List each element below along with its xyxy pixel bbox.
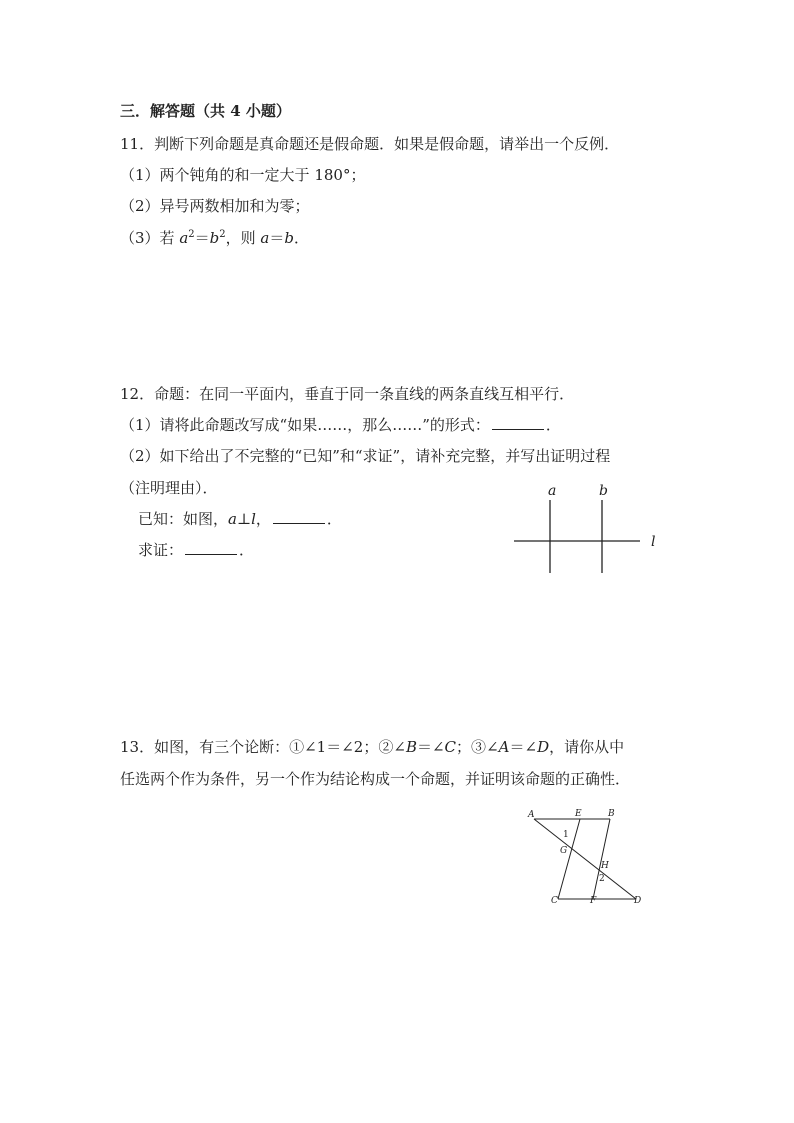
var-l: l: [251, 510, 256, 528]
equals: ＝: [194, 229, 210, 247]
var-A: A: [498, 738, 510, 756]
exponent: 2: [219, 229, 226, 240]
label-A: A: [528, 810, 535, 820]
prove-label: 求证：: [138, 541, 184, 559]
q13-figure: [520, 804, 650, 906]
perp-symbol: ⊥: [236, 510, 252, 528]
q11-part1: （1）两个钝角的和一定大于 180°；: [120, 166, 366, 184]
label-H: H: [601, 861, 609, 871]
answer-blank: [492, 415, 544, 430]
statement-1: ∠1＝∠2；: [304, 738, 379, 756]
q11-part2: （2）异号两数相加和为零；: [120, 197, 310, 215]
q12-part1: [120, 415, 561, 435]
label-C: C: [551, 896, 558, 906]
circled-2: ②: [378, 738, 394, 756]
text: ，则: [225, 229, 261, 247]
q11-stem: 11．判断下列命题是真命题还是假命题．如果是假命题，请举出一个反例．: [120, 135, 620, 153]
var-D: D: [537, 738, 550, 756]
q12-given: [138, 509, 342, 529]
var-B: B: [405, 738, 417, 756]
q13-line1: [120, 737, 624, 757]
q11-part3-prefix: （3）若: [120, 229, 180, 247]
var-a: a: [260, 229, 270, 247]
q12-prove: [138, 540, 254, 560]
semicolon: ；: [456, 738, 472, 756]
equals: ＝: [269, 229, 285, 247]
q12-stem: 12．命题：在同一平面内，垂直于同一条直线的两条直线互相平行．: [120, 385, 575, 403]
q12-part2: （2）如下给出了不完整的“已知”和“求证”，请补充完整，并写出证明过程: [120, 447, 611, 465]
q12-figure: [500, 478, 680, 578]
period: ．: [239, 541, 255, 559]
period: ．: [545, 416, 561, 434]
circled-3: ③: [471, 738, 487, 756]
answer-blank: [185, 540, 237, 555]
q13-line2: 任选两个作为条件，另一个作为结论构成一个命题，并证明该命题的正确性．: [120, 770, 631, 788]
label-1: 1: [563, 830, 569, 840]
label-l: l: [651, 534, 656, 550]
equals-angle: ＝∠: [509, 738, 538, 756]
label-D: D: [634, 896, 642, 906]
comma: ，: [255, 510, 271, 528]
label-a: a: [548, 483, 557, 499]
var-a: a: [179, 229, 189, 247]
q11-part3: [120, 228, 309, 248]
period: ．: [294, 229, 310, 247]
q12-part1-text: （1）请将此命题改写成“如果……，那么……”的形式：: [120, 416, 490, 434]
label-2: 2: [599, 874, 605, 884]
var-C: C: [444, 738, 457, 756]
period: ．: [326, 510, 342, 528]
segment-BF: [593, 819, 610, 899]
exponent: 2: [188, 229, 195, 240]
var-a: a: [228, 510, 237, 528]
circled-1: ①: [289, 738, 305, 756]
answer-blank: [273, 509, 325, 524]
label-G: G: [560, 846, 568, 856]
given-label: 已知：如图，: [138, 510, 229, 528]
label-E: E: [575, 809, 582, 819]
angle-sign: ∠: [486, 738, 499, 756]
q13-suffix: ，请你从中: [549, 738, 625, 756]
segment-EC: [558, 819, 580, 899]
q12-part2-note: （注明理由）．: [120, 479, 218, 497]
var-b: b: [284, 229, 294, 247]
label-F: F: [590, 896, 597, 906]
label-B: B: [608, 809, 615, 819]
section-heading: 三．解答题（共 4 小题）: [120, 102, 291, 120]
equals-angle: ＝∠: [416, 738, 445, 756]
label-b: b: [599, 483, 608, 499]
q13-prefix: 13．如图，有三个论断：: [120, 738, 290, 756]
segment-AD: [534, 819, 636, 899]
var-b: b: [209, 229, 220, 247]
angle-sign: ∠: [393, 738, 406, 756]
